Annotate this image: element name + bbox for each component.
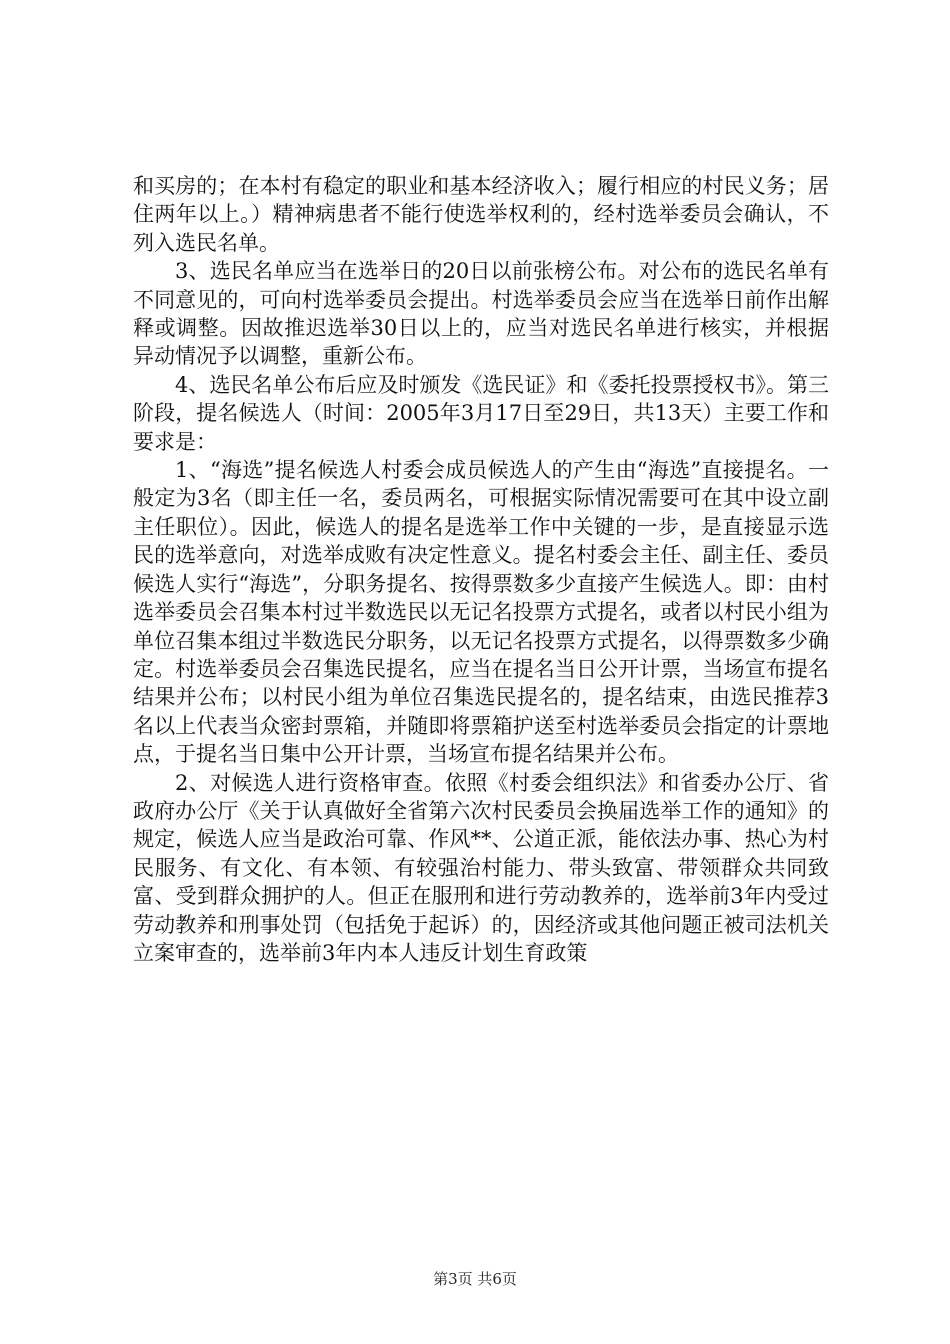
body-text [133,172,829,967]
paragraph-qualification-review: 2、对候选人进行资格审查。依照《村委会组织法》和省委办公厅、省政府办公厅《关于认真做好全省第六次村民委员会换届选举工作的通知》的规定，候选人应当是政治可靠、作风**、公道正派，能依法办事、热心为村民服务、有文化、有本领、有较强治村能力、带头致富、带领群众共同致富、受到群众拥护的人。但正在服刑和进行劳动教养的，选举前3年内受过劳动教养和刑事处罚（包括免于起诉）的，因经济或其他问题正被司法机关立案审查的，选举前3年内本人违反计划生育政策 [133,770,829,965]
paragraph-open-nomination: 1、“海选”提名候选人村委会成员候选人的产生由“海选”直接提名。一般定为3名（即主任一名，委员两名，可根据实际情况需要可在其中设立副主任职位）。因此，候选人的提名是选举工作中关键的一步，是直接显示选民的选举意向，对选举成败有决定性意义。提名村委会主任、副主任、委员候选人实行“海选”，分职务提名、按得票数多少直接产生候选人。即：由村选举委员会召集本村过半数选民以无记名投票方式提名，或者以村民小组为单位召集本组过半数选民分职务，以无记名投票方式提名，以得票数多少确定。村选举委员会召集选民提名，应当在提名当日公开计票，当场宣布提名结果并公布；以村民小组为单位召集选民提名的，提名结束，由选民推荐3名以上代表当众密封票箱，并随即将票箱护送至村选举委员会指定的计票地点，于提名当日集中公开计票，当场宣布提名结果并公布。 [133,458,829,767]
paragraph-voter-certificate: 4、选民名单公布后应及时颁发《选民证》和《委托投票授权书》。第三阶段，提名候选人（时间：2005年3月17日至29日，共13天）主要工作和要求是： [133,372,829,454]
page-number-footer: 第3页 共6页 [433,1270,517,1288]
paragraph-continuation: 和买房的；在本村有稳定的职业和基本经济收入；履行相应的村民义务；居住两年以上。）精神病患者不能行使选举权利的，经村选举委员会确认，不列入选民名单。 [133,174,829,255]
paragraph-voter-list-publication: 3、选民名单应当在选举日的20日以前张榜公布。对公布的选民名单有不同意见的，可向村选举委员会提出。村选举委员会应当在选举日前作出解释或调整。因故推迟选举30日以上的，应当对选民名单进行核实，并根据异动情况予以调整，重新公布。 [133,259,829,369]
